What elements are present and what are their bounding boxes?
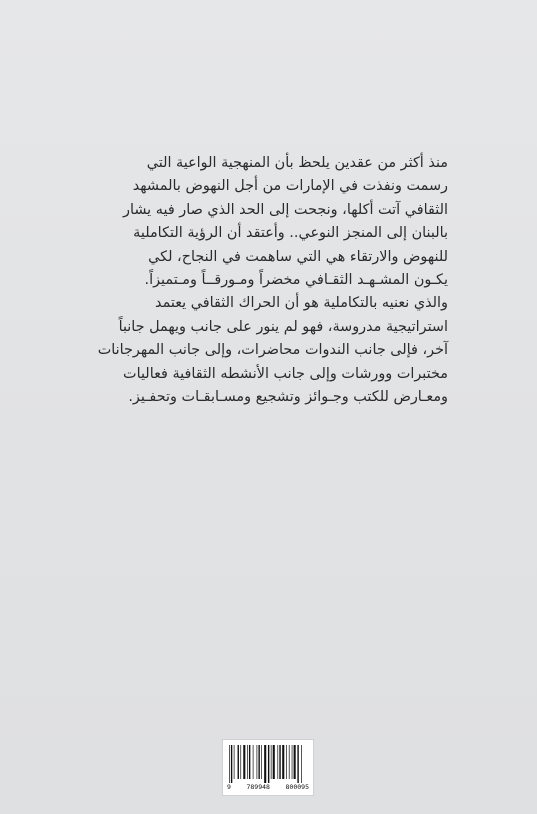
barcode-bar xyxy=(258,745,259,779)
blurb-line: الثقافي آتت أكلها، ونجحت إلى الحد الذي صار فيه يشار xyxy=(123,201,448,218)
barcode-digit-group-2: 800095 xyxy=(285,783,309,791)
barcode-bar xyxy=(289,745,290,779)
blurb-line: رسمت ونفذت في الإمارات من أجل النهوض بالمشهد xyxy=(132,178,448,195)
barcode-bar xyxy=(264,745,266,783)
barcode-bar xyxy=(301,745,302,783)
barcode-bar xyxy=(279,745,280,779)
barcode-bar xyxy=(297,745,298,783)
blurb-line: آخر، فإلى جانب الندوات محاضرات، وإلى جانب المهرجانات xyxy=(97,342,448,359)
barcode-digit-group-1: 789948 xyxy=(246,783,270,791)
blurb-line: مختبرات وورشات وإلى جانب الأنشطه الثقافية فعاليات xyxy=(123,365,448,382)
blurb-line: والذي نعنيه بالتكاملية هو أن الحراك الثقافي يعتمد xyxy=(155,295,448,312)
blurb-line: ومعـارض للكتب وجـوائز وتشجيع ومسـابقـات وتحفـيز. xyxy=(128,389,448,406)
blurb-line: استراتيجية مدروسة، فهو لم ينور على جانب ويهمل جانباً xyxy=(118,318,448,335)
barcode-bar xyxy=(231,745,232,783)
barcode-bar xyxy=(238,745,239,779)
barcode-bar xyxy=(282,745,284,779)
barcode-bar xyxy=(273,745,275,779)
blurb-line: يكـون المشـهـد الثقـافي مخضراً ومـورقــاً ومـتميزاً. xyxy=(144,272,448,289)
barcode-bars xyxy=(228,745,310,783)
isbn-barcode xyxy=(222,739,314,796)
barcode-bar xyxy=(286,745,287,779)
blurb-line: بالبنان إلى المنجز النوعي.. وأعتقد أن الرؤية التكاملية xyxy=(133,225,448,242)
barcode-bar xyxy=(277,745,278,779)
barcode-bar xyxy=(268,745,269,783)
barcode-bar xyxy=(253,745,254,779)
barcode-bar xyxy=(234,745,235,779)
barcode-bar xyxy=(247,745,248,779)
barcode-digit-first: 9 xyxy=(227,783,231,791)
barcode-bar xyxy=(229,745,230,783)
barcode-bar xyxy=(294,745,296,779)
barcode-bar xyxy=(261,745,262,779)
blurb-text xyxy=(92,152,448,409)
blurb-line: منذ أكثر من عقدين يلحظ بأن المنهجية الواعية التي xyxy=(146,155,448,171)
barcode-bar xyxy=(257,745,258,779)
barcode-bar xyxy=(249,745,250,779)
barcode-bar xyxy=(271,745,272,779)
barcode-bar xyxy=(243,745,245,779)
barcode-bar xyxy=(292,745,293,779)
blurb-line: للنهوض والارتقاء هي التي ساهمت في النجاح، لكي xyxy=(148,248,448,265)
barcode-digits xyxy=(227,784,309,791)
barcode-bar xyxy=(240,745,241,779)
